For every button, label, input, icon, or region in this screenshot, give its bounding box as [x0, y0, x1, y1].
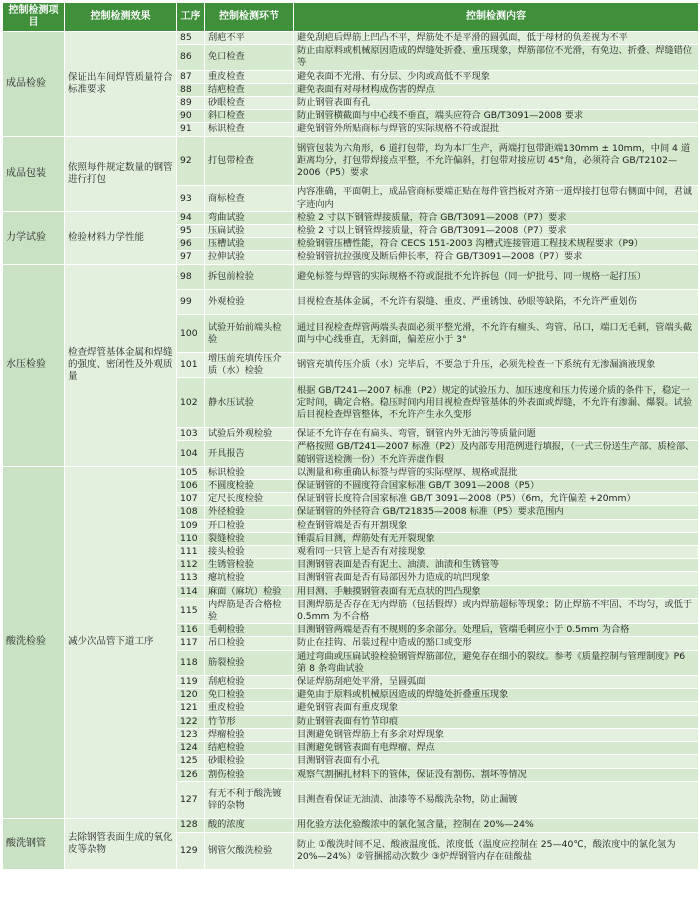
process-no-cell: 120: [177, 689, 205, 702]
process-no-cell: 97: [177, 251, 205, 264]
step-cell: 重皮检验: [205, 702, 294, 715]
step-cell: 酸的浓度: [205, 819, 294, 832]
process-no-cell: 102: [177, 378, 205, 428]
table-body: [3, 32, 699, 870]
category-cell: 成品检验: [3, 32, 65, 137]
step-cell: 瘪坑检验: [205, 572, 294, 585]
table-row: [3, 211, 699, 224]
content-cell: 避免钢管表面有重皮现象: [294, 702, 699, 715]
effect-cell: 保证出车间焊管质量符合标准要求: [65, 32, 177, 137]
step-cell: 斜口检查: [205, 110, 294, 123]
process-no-cell: 122: [177, 715, 205, 728]
effect-cell: 检验材料力学性能: [65, 211, 177, 264]
content-cell: 目测钢管表面有小孔: [294, 755, 699, 768]
step-cell: 标识检验: [205, 466, 294, 479]
process-no-cell: 124: [177, 742, 205, 755]
process-no-cell: 107: [177, 493, 205, 506]
process-no-cell: 112: [177, 559, 205, 572]
step-cell: 增压前充填传压介质（水）检验: [205, 353, 294, 378]
step-cell: 砂眼检验: [205, 755, 294, 768]
step-cell: 压扁试验: [205, 225, 294, 238]
content-cell: 保证钢管长度符合国家标准 GB/T 3091—2008（P5）（6m，允许偏差 +20mm）: [294, 493, 699, 506]
process-no-cell: 117: [177, 637, 205, 650]
table-row: [3, 264, 699, 289]
process-no-cell: 95: [177, 225, 205, 238]
effect-cell: 检查焊管基体金属和焊缝的强度、密闭性及外观质量: [65, 264, 177, 466]
effect-cell: 减少次品管下道工序: [65, 466, 177, 818]
content-cell: 检验钢管压槽性能，符合 CECS 151-2003 沟槽式连接管道工程技术规程要求（P9）: [294, 238, 699, 251]
content-cell: 钢管包装为六角形，6 道打包带，均为本厂生产，两端打包带距端130mm ± 10mm，中间 4 道距离均分，打包带焊接点平整，不允许偏斜，打包带对接应切 45°角，必须符合 GB/T2102—2006（P5）要求: [294, 136, 699, 186]
effect-cell: 去除钢管表面生成的氧化皮等杂物: [65, 819, 177, 870]
step-cell: 试验后外观检验: [205, 428, 294, 441]
step-cell: 弯曲试验: [205, 211, 294, 224]
step-cell: 生锈管检验: [205, 559, 294, 572]
step-cell: 重皮检查: [205, 70, 294, 83]
content-cell: 防止钢管横截面与中心线不垂直，端头应符合 GB/T3091—2008 要求: [294, 110, 699, 123]
process-no-cell: 123: [177, 728, 205, 741]
process-no-cell: 101: [177, 353, 205, 378]
step-cell: 静水压试验: [205, 378, 294, 428]
content-cell: 避免表面不光滑、有分层、少肉或高低不平现象: [294, 70, 699, 83]
content-cell: 检查钢管端是否有开割现象: [294, 519, 699, 532]
content-cell: 保证不允许存在有扁头、弯管，钢管内外无油污等质量问题: [294, 428, 699, 441]
content-cell: 避免由于原料或机械原因造成的焊缝处折叠重压现象: [294, 689, 699, 702]
step-cell: 竹节形: [205, 715, 294, 728]
process-no-cell: 118: [177, 650, 205, 675]
step-cell: 结疤检验: [205, 742, 294, 755]
content-cell: 目测钢管表面是否有泥土、油渍、油渍和生锈管等: [294, 559, 699, 572]
process-no-cell: 90: [177, 110, 205, 123]
step-cell: 外径检验: [205, 506, 294, 519]
step-cell: 定尺长度检验: [205, 493, 294, 506]
process-no-cell: 127: [177, 781, 205, 819]
header-step: 控制检测环节: [205, 3, 294, 32]
content-cell: 目测查看保证无油渍、油漆等不易酸洗杂物，防止漏镀: [294, 781, 699, 819]
process-no-cell: 99: [177, 290, 205, 315]
process-no-cell: 113: [177, 572, 205, 585]
content-cell: 目测避免钢管焊筋上有多余对焊现象: [294, 728, 699, 741]
step-cell: 砂眼检查: [205, 97, 294, 110]
process-no-cell: 119: [177, 676, 205, 689]
process-no-cell: 110: [177, 532, 205, 545]
step-cell: 拆包前检验: [205, 264, 294, 289]
process-no-cell: 98: [177, 264, 205, 289]
category-cell: 成品包装: [3, 136, 65, 211]
step-cell: 吊口检验: [205, 637, 294, 650]
content-cell: 检验钢管抗拉强度及断后伸长率，符合 GB/T3091—2008（P7）要求: [294, 251, 699, 264]
process-no-cell: 126: [177, 768, 205, 781]
process-no-cell: 104: [177, 441, 205, 466]
table-row: [3, 466, 699, 479]
header-content: 控制检测内容: [294, 3, 699, 32]
header-effect: 控制检测效果: [65, 3, 177, 32]
process-no-cell: 115: [177, 598, 205, 623]
content-cell: 根据 GB/T241—2007 标准（P2）规定的试验压力、加压速度和压力传递介质的条件下，稳定一定时间，确定合格。稳压时间内用目视检查焊管基体的外表面或焊缝，不允许有渗漏、爆裂。试验后目视检查焊管整体，不允许产生永久变形: [294, 378, 699, 428]
content-cell: 检验 2 寸以上钢管焊接质量，符合 GB/T3091—2008（P7）要求: [294, 225, 699, 238]
content-cell: 避免标签与焊管的实际规格不符或混批不允许拆包（同一炉批号、同一规格一起打压）: [294, 264, 699, 289]
content-cell: 以测量和称重确认标签与焊管的实际壁厚、规格或混批: [294, 466, 699, 479]
step-cell: 裂缝检验: [205, 532, 294, 545]
content-cell: 防止钢管表面有竹节印痕: [294, 715, 699, 728]
content-cell: 防止由原料或机械原因造成的焊缝处折叠、重压现象，焊筋部位不光滑，有免边、折叠、焊缝错位等: [294, 45, 699, 70]
table-row: [3, 819, 699, 832]
content-cell: 避免刮疤后焊筋上凹凸不平，焊筋处不是平滑的圆弧面，低于母材的负差视为不平: [294, 32, 699, 45]
process-no-cell: 106: [177, 480, 205, 493]
step-cell: 商标检查: [205, 186, 294, 211]
header-process-no: 工序: [177, 3, 205, 32]
step-cell: 标识检查: [205, 123, 294, 136]
content-cell: 避免钢管外所贴商标与焊管的实际规格不符或混批: [294, 123, 699, 136]
step-cell: 有无不利于酸洗镀锌的杂物: [205, 781, 294, 819]
process-no-cell: 86: [177, 45, 205, 70]
quality-control-table: [2, 2, 699, 870]
content-cell: 锤震后目测，焊筋处有无开裂现象: [294, 532, 699, 545]
step-cell: 外观检验: [205, 290, 294, 315]
step-cell: 免口检验: [205, 689, 294, 702]
process-no-cell: 92: [177, 136, 205, 186]
content-cell: 观察气割捆扎材料下的管体，保证没有割伤、割坏等情况: [294, 768, 699, 781]
step-cell: 刮疤不平: [205, 32, 294, 45]
process-no-cell: 88: [177, 83, 205, 96]
process-no-cell: 96: [177, 238, 205, 251]
content-cell: 用化验方法化验酸浓中的氯化氢含量，控制在 20%—24%: [294, 819, 699, 832]
content-cell: 内容准确，平面朝上，成品管商标要端正贴在每件管挡板对齐第一道焊接打包带右侧面中间，君诚字迹向内: [294, 186, 699, 211]
content-cell: 保证焊筋刮疤处平滑，呈圆弧面: [294, 676, 699, 689]
category-cell: 水压检验: [3, 264, 65, 466]
content-cell: 检验 2 寸以下钢管焊接质量，符合 GB/T3091—2008（P7）要求: [294, 211, 699, 224]
process-no-cell: 116: [177, 624, 205, 637]
content-cell: 目测钢管表面是否有局部因外力造成的坑凹现象: [294, 572, 699, 585]
step-cell: 接头检验: [205, 546, 294, 559]
content-cell: 目视检查基体金属，不允许有裂缝、重皮、严重锈蚀、砂眼等缺陷，不允许严重划伤: [294, 290, 699, 315]
process-no-cell: 114: [177, 585, 205, 598]
step-cell: 不圆度检验: [205, 480, 294, 493]
content-cell: 通过目视检查焊管两端头表面必须平整光滑，不允许有瘤头、弯管、吊口，端口无毛刺，管端头截面与中心线垂直，无斜面，偏差应小于 3°: [294, 315, 699, 353]
process-no-cell: 85: [177, 32, 205, 45]
content-cell: 目测焊筋是否存在无内焊筋（包括假焊）或内焊筋超标等现象；防止焊筋不牢固、不均匀，或低于 0.5mm 为不合格: [294, 598, 699, 623]
content-cell: 避免表面有对母材构成伤害的焊点: [294, 83, 699, 96]
content-cell: 目测避免钢管表面有电焊瘤、焊点: [294, 742, 699, 755]
step-cell: 内焊筋是否合格检验: [205, 598, 294, 623]
category-cell: 酸洗钢管: [3, 819, 65, 870]
category-cell: 酸洗检验: [3, 466, 65, 818]
step-cell: 开具报告: [205, 441, 294, 466]
table-row: [3, 32, 699, 45]
process-no-cell: 89: [177, 97, 205, 110]
content-cell: 防止钢管表面有孔: [294, 97, 699, 110]
table-row: [3, 136, 699, 186]
step-cell: 开口检验: [205, 519, 294, 532]
process-no-cell: 108: [177, 506, 205, 519]
step-cell: 钢管欠酸洗检验: [205, 832, 294, 870]
header-item: 控制检测项目: [3, 3, 65, 32]
process-no-cell: 109: [177, 519, 205, 532]
process-no-cell: 128: [177, 819, 205, 832]
content-cell: 钢管充填传压介质（水）完毕后，不要急于升压，必须先检查一下系统有无渗漏滴液现象: [294, 353, 699, 378]
content-cell: 保证钢管的不圆度符合国家标准 GB/T 3091—2008（P5）: [294, 480, 699, 493]
content-cell: 目测钢管两端是否有不规则的多余部分。处理后，管端毛刺应小于 0.5mm 为合格: [294, 624, 699, 637]
process-no-cell: 94: [177, 211, 205, 224]
process-no-cell: 91: [177, 123, 205, 136]
process-no-cell: 121: [177, 702, 205, 715]
step-cell: 焊瘤检验: [205, 728, 294, 741]
content-cell: 防止 ①酸洗时间不足、酸液温度低、浓度低（温度应控制在 25—40℃，酸浓度中的氯化氢为 20%—24%）②管捆摇动次数少 ③炉焊钢管内存在硅酸盐: [294, 832, 699, 870]
step-cell: 麻面（麻坑）检验: [205, 585, 294, 598]
process-no-cell: 93: [177, 186, 205, 211]
process-no-cell: 100: [177, 315, 205, 353]
step-cell: 结疤检查: [205, 83, 294, 96]
process-no-cell: 87: [177, 70, 205, 83]
content-cell: 保证钢管的外径符合 GB/T21835—2008 标准（P5）要求范围内: [294, 506, 699, 519]
process-no-cell: 111: [177, 546, 205, 559]
content-cell: 防止在挂钩、吊装过程中造成的豁口或变形: [294, 637, 699, 650]
step-cell: 拉伸试验: [205, 251, 294, 264]
effect-cell: 依照每件规定数量的钢管进行打包: [65, 136, 177, 211]
step-cell: 毛刺检验: [205, 624, 294, 637]
step-cell: 打包带检查: [205, 136, 294, 186]
step-cell: 割伤检验: [205, 768, 294, 781]
step-cell: 筋裂检验: [205, 650, 294, 675]
category-cell: 力学试验: [3, 211, 65, 264]
process-no-cell: 105: [177, 466, 205, 479]
step-cell: 刮疤检验: [205, 676, 294, 689]
content-cell: 观看同一只管上是否有对接现象: [294, 546, 699, 559]
content-cell: 用目测、手触摸钢管表面有无点状的凹凸现象: [294, 585, 699, 598]
step-cell: 免口检查: [205, 45, 294, 70]
table-header-row: [3, 3, 699, 32]
process-no-cell: 103: [177, 428, 205, 441]
content-cell: 通过弯曲或压扁试验检验钢管焊筋部位，避免存在细小的裂纹。参考《质量控制与管理制度》P6 第 8 条弯曲试验: [294, 650, 699, 675]
step-cell: 试验开始前端头检验: [205, 315, 294, 353]
process-no-cell: 129: [177, 832, 205, 870]
process-no-cell: 125: [177, 755, 205, 768]
content-cell: 严格按照 GB/T241—2007 标准（P2）及内部专用范例进行填报，（一式三份送生产部、质检部、随钢管送检测一份）不允许弄虚作假: [294, 441, 699, 466]
step-cell: 压槽试验: [205, 238, 294, 251]
